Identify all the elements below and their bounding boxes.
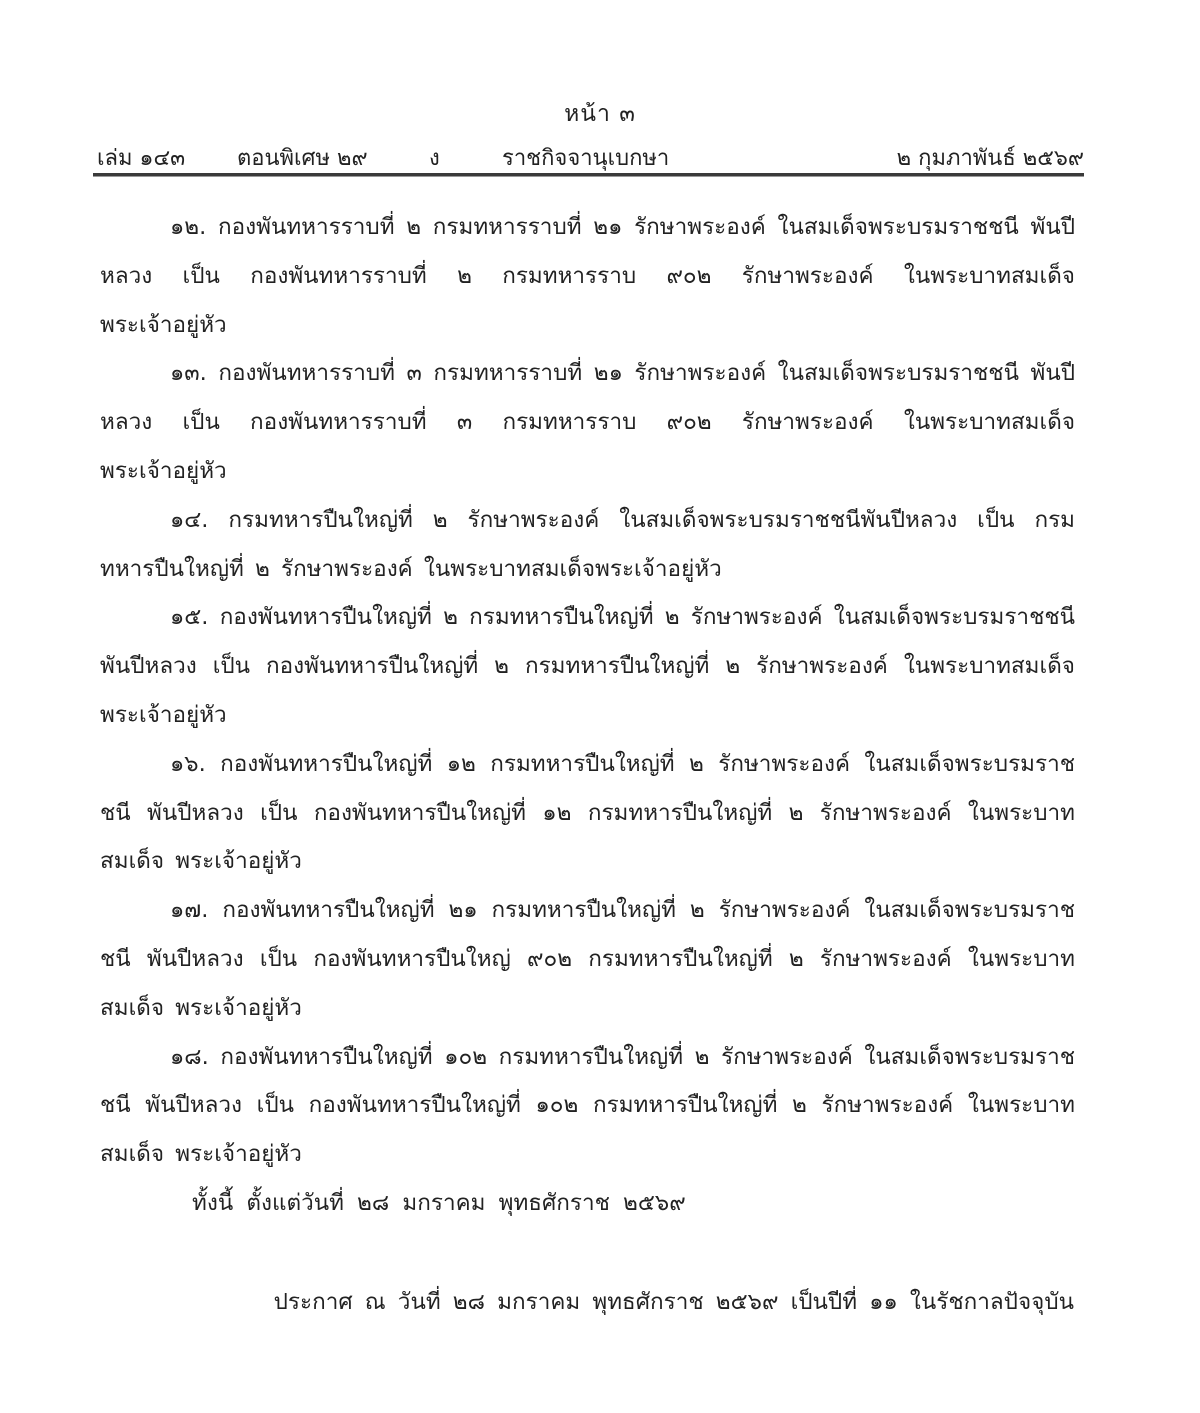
volume-label: เล่ม ๑๔๓ [97, 146, 186, 171]
list-item: ๑๒. กองพันทหารราบที่ ๒ กรมทหารราบที่ ๒๑ รักษาพระองค์ ในสมเด็จพระบรมราชชนี พันปีหลวง เป็น กองพันทหารราบที่ ๒ กรมทหารราบ ๙๐๒ รักษาพระองค์ ในพระบาทสมเด็จ พระเจ้าอยู่หัว [100, 214, 1076, 338]
item-number: ๑๖. [170, 750, 206, 777]
list-item: ๑๗. กองพันทหารปืนใหญ่ที่ ๒๑ กรมทหารปืนใหญ่ที่ ๒ รักษาพระองค์ ในสมเด็จพระบรมราชชนี พันปีหลวง เป็น กองพันทหารปืนใหญ่ ๙๐๒ กรมทหารปืนใหญ่ที่ ๒ รักษาพระองค์ ในพระบาทสมเด็จ พระเจ้าอยู่หัว [100, 897, 1075, 1021]
publication-title: ราชกิจจานุเบกษา [502, 146, 670, 171]
item-number: ๑๓. [170, 360, 207, 387]
effective-date: ทั้งนี้ ตั้งแต่วันที่ ๒๘ มกราคม พุทธศักราช ๒๕๖๙ [192, 1189, 686, 1216]
section-label: ตอนพิเศษ ๒๙ [237, 146, 368, 171]
list-item: ๑๔. กรมทหารปืนใหญ่ที่ ๒ รักษาพระองค์ ในสมเด็จพระบรมราชชนีพันปีหลวง เป็น กรมทหารปืนใหญ่ที่ ๒ รักษาพระองค์ ในพระบาทสมเด็จพระเจ้าอยู่หัว [100, 506, 1076, 582]
publication-date: ๒ กุมภาพันธ์ ๒๕๖๙ [896, 146, 1084, 171]
list-item: ๑๓. กองพันทหารราบที่ ๓ กรมทหารราบที่ ๒๑ รักษาพระองค์ ในสมเด็จพระบรมราชชนี พันปีหลวง เป็น กองพันทหารราบที่ ๓ กรมทหารราบ ๙๐๒ รักษาพระองค์ ในพระบาทสมเด็จ พระเจ้าอยู่หัว [100, 360, 1076, 484]
item-number: ๑๒. [170, 214, 207, 240]
item-number: ๑๗. [170, 897, 209, 924]
list-item: ๑๖. กองพันทหารปืนใหญ่ที่ ๑๒ กรมทหารปืนใหญ่ที่ ๒ รักษาพระองค์ ในสมเด็จพระบรมราชชนี พันปีหลวง เป็น กองพันทหารปืนใหญ่ที่ ๑๒ กรมทหารปืนใหญ่ที่ ๒ รักษาพระองค์ ในพระบาทสมเด็จ พระเจ้าอยู่หัว [100, 750, 1075, 875]
page-number: หน้า ๓ [564, 101, 636, 127]
list-item: ๑๕. กองพันทหารปืนใหญ่ที่ ๒ กรมทหารปืนใหญ่ที่ ๒ รักษาพระองค์ ในสมเด็จพระบรมราชชนี พันปีหลวง เป็น กองพันทหารปืนใหญ่ที่ ๒ กรมทหารปืนใหญ่ที่ ๒ รักษาพระองค์ ในพระบาทสมเด็จ พระเจ้าอยู่หัว [100, 604, 1075, 728]
item-number: ๑๕. [170, 604, 209, 631]
announcement-line: ประกาศ ณ วันที่ ๒๘ มกราคม พุทธศักราช ๒๕๖๙ เป็นปีที่ ๑๑ ในรัชกาลปัจจุบัน [273, 1289, 1074, 1315]
item-number: ๑๔. [170, 506, 209, 533]
list-item: ๑๘. กองพันทหารปืนใหญ่ที่ ๑๐๒ กรมทหารปืนใหญ่ที่ ๒ รักษาพระองค์ ในสมเด็จพระบรมราชชนี พันปีหลวง เป็น กองพันทหารปืนใหญ่ที่ ๑๐๒ กรมทหารปืนใหญ่ที่ ๒ รักษาพระองค์ ในพระบาทสมเด็จ พระเจ้าอยู่หัว [100, 1043, 1075, 1168]
gazette-header [97, 140, 1084, 170]
part-label: ง [429, 146, 440, 171]
item-number: ๑๘. [170, 1043, 209, 1070]
header-rule [93, 173, 1084, 177]
document-body [100, 203, 1075, 1228]
